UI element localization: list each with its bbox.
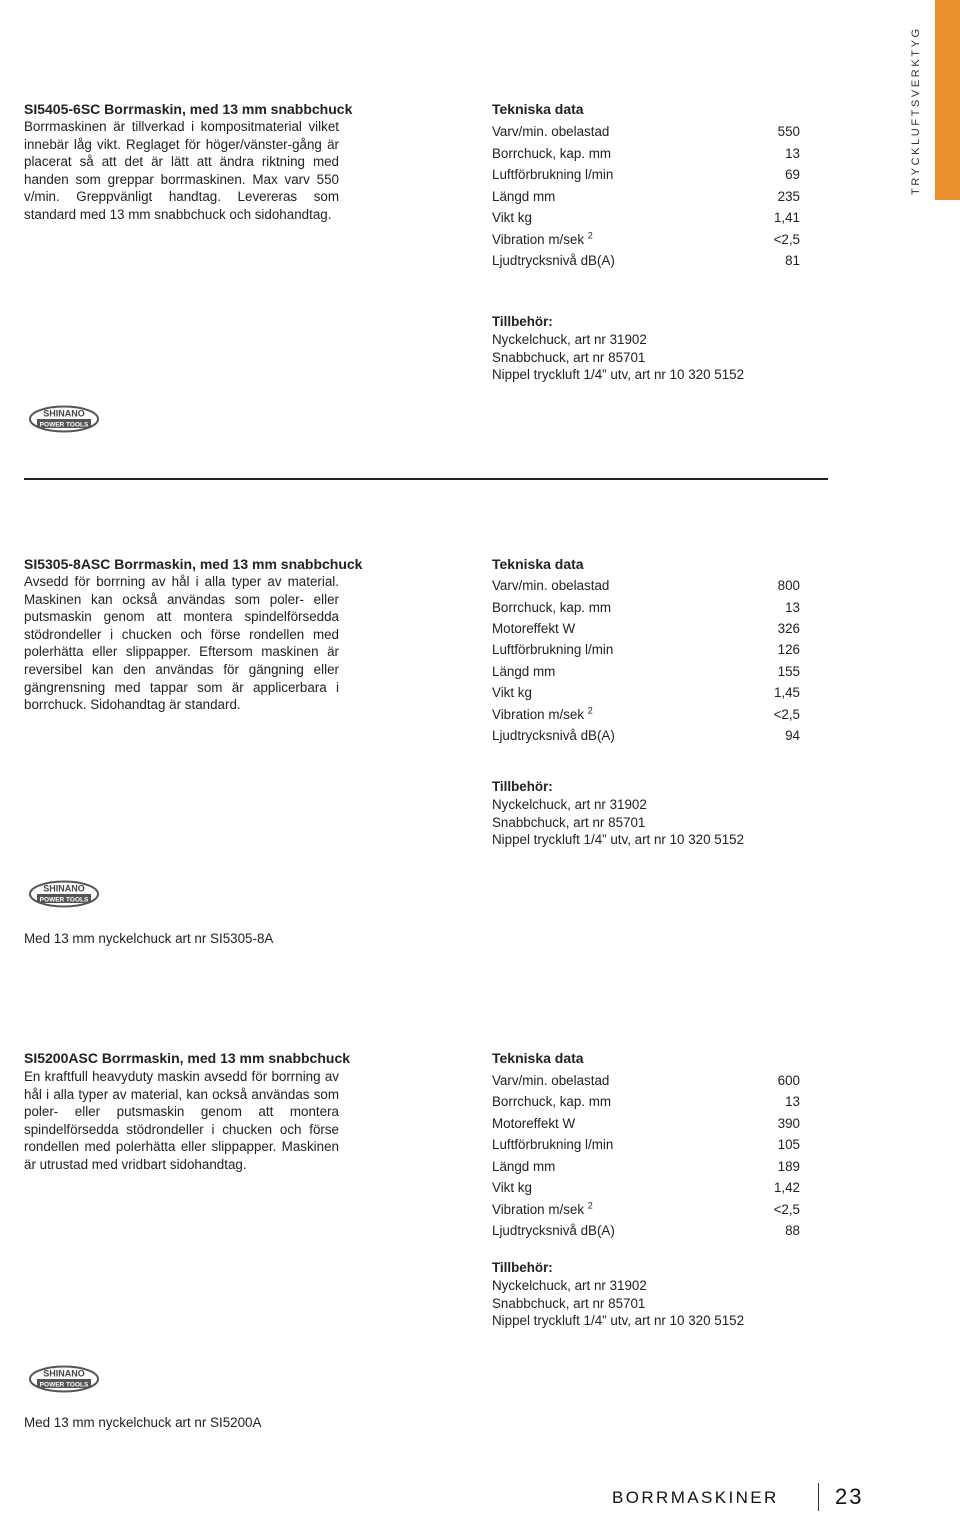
spec-value: 13 bbox=[785, 600, 800, 615]
shinano-logo bbox=[28, 1364, 100, 1394]
spec-label: Vikt kg bbox=[492, 210, 532, 225]
spec-row bbox=[492, 1158, 800, 1175]
accessories-block bbox=[492, 1259, 744, 1330]
spec-label: Luftförbrukning l/min bbox=[492, 167, 614, 182]
accessory-item: Nyckelchuck, art nr 31902 bbox=[492, 1277, 647, 1293]
specs-heading: Tekniska data bbox=[492, 1050, 584, 1066]
accessories-block bbox=[492, 778, 744, 849]
spec-label: Varv/min. obelastad bbox=[492, 1073, 610, 1088]
spec-value: 105 bbox=[777, 1137, 800, 1152]
spec-row bbox=[492, 641, 800, 658]
spec-row bbox=[492, 684, 800, 701]
spec-row bbox=[492, 166, 800, 183]
spec-label: Luftförbrukning l/min bbox=[492, 1137, 614, 1152]
spec-value: 81 bbox=[785, 253, 800, 268]
spec-label-sup: 2 bbox=[587, 1200, 593, 1211]
spec-value: 189 bbox=[777, 1159, 800, 1174]
section-divider bbox=[24, 478, 828, 480]
sidebar-accent-tab bbox=[935, 0, 960, 200]
spec-value: 1,41 bbox=[773, 210, 800, 225]
product-description: Avsedd för borrning av hål i alla typer av material. Maskinen kan också användas som poler- eller putsmaskin genom att montera spindelförsedda stödrondeller i chucken och förse rondellen med polerhätta eller slippapper. Eftersom maskinen är reversibel kan den användas för gängning eller gängrensning med tappar som är applicerbara i borrchuck. Sidohandtag är standard. bbox=[24, 574, 339, 713]
accessory-item: Nyckelchuck, art nr 31902 bbox=[492, 331, 647, 347]
product-title: SI5405-6SC Borrmaskin, med 13 mm snabbchuck bbox=[24, 101, 353, 117]
specs-heading: Tekniska data bbox=[492, 556, 584, 572]
spec-label: Längd mm bbox=[492, 1159, 556, 1174]
spec-row bbox=[492, 145, 800, 162]
page-number: 23 bbox=[835, 1484, 864, 1509]
spec-row bbox=[492, 123, 800, 140]
accessory-item: Snabbchuck, art nr 85701 bbox=[492, 814, 646, 830]
spec-value: <2,5 bbox=[773, 1202, 800, 1217]
spec-value: 94 bbox=[785, 728, 800, 743]
logo-text-bottom: POWER TOOLS bbox=[39, 896, 89, 904]
accessories-heading: Tillbehör: bbox=[492, 1260, 553, 1275]
product-description: En kraftfull heavyduty maskin avsedd för borrning av hål i alla typer av material, kan också användas som poler- eller putsmaskin genom att montera spindelförsedda stödrondeller i chucken och förse rondellen med polerhätta eller slippapper. Maskinen är utrustad med vridbart sidohandtag. bbox=[24, 1069, 339, 1172]
spec-row bbox=[492, 1201, 800, 1218]
logo-text-top: SHINANO bbox=[43, 883, 85, 894]
spec-row bbox=[492, 727, 800, 744]
logo-text-bottom: POWER TOOLS bbox=[39, 1381, 89, 1389]
spec-value: 126 bbox=[777, 642, 800, 657]
spec-label-text: Vibration m/sek bbox=[492, 707, 585, 722]
spec-row bbox=[492, 1179, 800, 1196]
footer-separator bbox=[818, 1483, 819, 1511]
spec-label: Borrchuck, kap. mm bbox=[492, 1094, 612, 1109]
specs-heading: Tekniska data bbox=[492, 101, 584, 117]
product-title: SI5200ASC Borrmaskin, med 13 mm snabbchuck bbox=[24, 1050, 351, 1066]
spec-label: Längd mm bbox=[492, 189, 556, 204]
spec-value: 155 bbox=[777, 664, 800, 679]
spec-row bbox=[492, 1222, 800, 1239]
accessory-item: Nippel tryckluft 1/4” utv, art nr 10 320 5152 bbox=[492, 1313, 745, 1329]
spec-value: 69 bbox=[785, 167, 800, 182]
accessory-item: Nyckelchuck, art nr 31902 bbox=[492, 796, 647, 812]
spec-label: Ljudtrycksnivå dB(A) bbox=[492, 1223, 615, 1238]
spec-row bbox=[492, 1115, 800, 1132]
accessories-heading: Tillbehör: bbox=[492, 314, 553, 329]
spec-label: Ljudtrycksnivå dB(A) bbox=[492, 728, 615, 743]
spec-value: 550 bbox=[777, 124, 800, 139]
spec-row bbox=[492, 706, 800, 723]
spec-value: <2,5 bbox=[773, 232, 800, 247]
logo-text-top: SHINANO bbox=[43, 1368, 85, 1379]
spec-row bbox=[492, 663, 800, 680]
spec-value: 1,45 bbox=[773, 685, 800, 700]
product-title: SI5305-8ASC Borrmaskin, med 13 mm snabbchuck bbox=[24, 556, 363, 572]
logo-text-bottom: POWER TOOLS bbox=[39, 421, 89, 429]
accessories-heading: Tillbehör: bbox=[492, 779, 553, 794]
spec-value: <2,5 bbox=[773, 707, 800, 722]
spec-row bbox=[492, 188, 800, 205]
accessory-item: Nippel tryckluft 1/4” utv, art nr 10 320 5152 bbox=[492, 832, 745, 848]
spec-row bbox=[492, 209, 800, 226]
spec-label bbox=[492, 706, 593, 723]
spec-label: Varv/min. obelastad bbox=[492, 124, 610, 139]
shinano-logo bbox=[28, 404, 100, 434]
spec-label-sup: 2 bbox=[587, 230, 593, 241]
spec-label: Längd mm bbox=[492, 664, 556, 679]
spec-value: 390 bbox=[777, 1116, 800, 1131]
spec-value: 88 bbox=[785, 1223, 800, 1238]
spec-label: Varv/min. obelastad bbox=[492, 578, 610, 593]
spec-label: Vikt kg bbox=[492, 1180, 532, 1195]
spec-label bbox=[492, 1201, 593, 1218]
spec-row bbox=[492, 620, 800, 637]
spec-label: Ljudtrycksnivå dB(A) bbox=[492, 253, 615, 268]
spec-row bbox=[492, 1136, 800, 1153]
spec-row bbox=[492, 231, 800, 248]
spec-row bbox=[492, 599, 800, 616]
product-description: Borrmaskinen är tillverkad i kompositmaterial vilket innebär låg vikt. Reglaget för höger/vänster-gång är placerat så att det är lätt att ändra riktning med handen som greppar borrmaskinen. Max varv 550 v/min. Greppvänligt handtag. Levereras som standard med 13 mm snabbchuck och sidohandtag. bbox=[24, 119, 339, 222]
spec-label: Vikt kg bbox=[492, 685, 532, 700]
spec-value: 800 bbox=[777, 578, 800, 593]
accessory-item: Snabbchuck, art nr 85701 bbox=[492, 1295, 646, 1311]
spec-label: Motoreffekt W bbox=[492, 621, 576, 636]
shinano-logo bbox=[28, 879, 100, 909]
spec-label bbox=[492, 231, 593, 248]
spec-label-text: Vibration m/sek bbox=[492, 232, 585, 247]
spec-label-sup: 2 bbox=[587, 705, 593, 716]
spec-label: Luftförbrukning l/min bbox=[492, 642, 614, 657]
accessory-item: Nippel tryckluft 1/4” utv, art nr 10 320 5152 bbox=[492, 367, 745, 383]
accessories-block bbox=[492, 313, 744, 384]
spec-value: 235 bbox=[777, 189, 800, 204]
spec-value: 1,42 bbox=[773, 1180, 800, 1195]
logo-text-top: SHINANO bbox=[43, 408, 85, 419]
spec-label: Borrchuck, kap. mm bbox=[492, 600, 612, 615]
spec-value: 13 bbox=[785, 146, 800, 161]
spec-row bbox=[492, 1072, 800, 1089]
spec-value: 600 bbox=[777, 1073, 800, 1088]
footer-section-title: BORRMASKINER bbox=[612, 1488, 779, 1507]
spec-row bbox=[492, 577, 800, 594]
spec-value: 326 bbox=[777, 621, 800, 636]
spec-value: 13 bbox=[785, 1094, 800, 1109]
sidebar-section-label: TRYCKLUFTSVERKTYG bbox=[910, 26, 922, 195]
product-caption: Med 13 mm nyckelchuck art nr SI5305-8A bbox=[24, 931, 274, 946]
spec-label-text: Vibration m/sek bbox=[492, 1202, 585, 1217]
spec-row bbox=[492, 252, 800, 269]
product-caption: Med 13 mm nyckelchuck art nr SI5200A bbox=[24, 1415, 262, 1430]
spec-label: Borrchuck, kap. mm bbox=[492, 146, 612, 161]
spec-row bbox=[492, 1093, 800, 1110]
spec-label: Motoreffekt W bbox=[492, 1116, 576, 1131]
accessory-item: Snabbchuck, art nr 85701 bbox=[492, 349, 646, 365]
